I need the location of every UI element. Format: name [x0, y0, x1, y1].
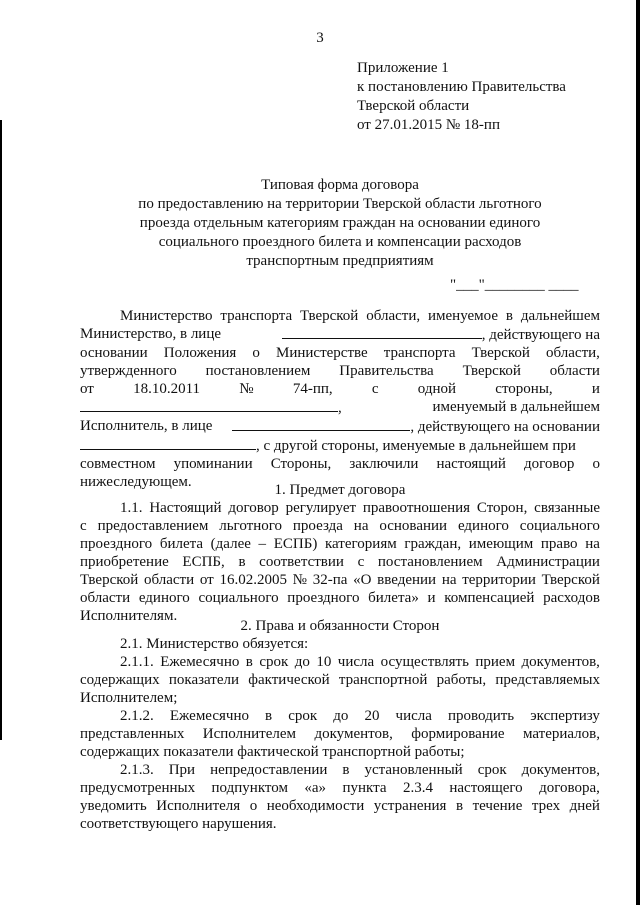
word: проездного [80, 536, 153, 552]
word: на [585, 536, 600, 552]
word: билета [159, 536, 204, 552]
blank-with-text [232, 417, 600, 436]
word: имеющим [468, 536, 534, 552]
word: прием [475, 654, 516, 670]
word: необходимости [266, 798, 365, 814]
word: области [80, 590, 131, 606]
text-line [80, 725, 600, 743]
appendix-line: Приложение 1 [357, 60, 449, 76]
word: настоящий [436, 456, 506, 472]
word: Министерство [120, 308, 213, 324]
word: территории [462, 572, 536, 588]
word: от [199, 572, 214, 588]
blank-with-text [80, 436, 576, 455]
word: 2.1.2. [120, 708, 154, 724]
word: право [540, 536, 578, 552]
text-fragment: , действующего на основании [410, 419, 600, 435]
word: стороны, [495, 381, 553, 397]
word: в [238, 554, 246, 570]
word: проезда [292, 518, 343, 534]
word: числа [395, 708, 432, 724]
word: 20 [364, 708, 380, 724]
blank-with-text [282, 325, 600, 344]
word: области [549, 363, 600, 379]
scan-edge-right [636, 0, 640, 905]
word: области, [546, 345, 600, 361]
word: единого [138, 590, 190, 606]
word: введении [377, 572, 437, 588]
title-line: транспортным предприятиям [246, 253, 434, 269]
word: 18.10.2011 [133, 381, 201, 397]
word: фактической [248, 672, 330, 688]
word: содержащих [80, 672, 160, 688]
blank-line [80, 398, 338, 412]
text-line [80, 553, 600, 571]
word: трех [531, 798, 561, 814]
word: документов, [521, 654, 600, 670]
text-line [80, 307, 600, 325]
word: Исполнителем [202, 726, 296, 742]
word: 74-пп, [292, 381, 333, 397]
text-line [80, 398, 600, 417]
word: области [144, 572, 195, 588]
word: 1.1. [120, 500, 143, 516]
preamble-paragraph [80, 307, 600, 491]
word: ЕСПБ, [182, 554, 225, 570]
word: регулирует [285, 500, 357, 516]
word: проводить [448, 708, 515, 724]
word: единого [457, 518, 509, 534]
word: проездного [287, 590, 360, 606]
word: формирование [411, 726, 505, 742]
title-line: по предоставлению на территории Тверской области льготного [138, 196, 542, 212]
word: представленных [80, 726, 185, 742]
word: 16.02.2005 [219, 572, 287, 588]
word: и [591, 381, 600, 397]
appendix-line: к постановлению Правительства [357, 79, 566, 95]
section-1 [80, 481, 600, 625]
word: показатели [168, 672, 240, 688]
appendix-line: Тверской области [357, 98, 470, 114]
word: Правительства [339, 363, 434, 379]
word: Тверской [471, 345, 530, 361]
word: договора, [539, 780, 600, 796]
text-fragment: Исполнитель, в лице [80, 418, 213, 434]
word: Ежемесячно [160, 654, 240, 670]
word: договор [524, 456, 575, 472]
word: экспертизу [530, 708, 600, 724]
word: билета» [368, 590, 419, 606]
word: на [441, 572, 457, 588]
title-line: социального проездного билета и компенсации расходов [158, 234, 522, 250]
word: о [252, 345, 260, 361]
appendix-block [357, 59, 566, 135]
word: течение [472, 798, 523, 814]
text-fragment: Министерство, в лице [80, 326, 222, 342]
word: Тверской [80, 572, 139, 588]
word: Положения [163, 345, 237, 361]
word: упоминании [173, 456, 253, 472]
text-line [80, 436, 600, 455]
text-line [80, 417, 600, 436]
blank-line [232, 417, 410, 431]
word: Тверской [462, 363, 521, 379]
word: Исполнителя [156, 798, 241, 814]
word: на [353, 518, 369, 534]
word: срок [288, 708, 318, 724]
word: постановлением [205, 363, 311, 379]
word: приобретение [80, 554, 169, 570]
word: до [333, 708, 349, 724]
word: предоставлением [97, 518, 209, 534]
word: «а» [304, 780, 327, 796]
page-number: 3 [316, 30, 324, 46]
word: транспорта [383, 345, 456, 361]
section-heading: 2. Права и обязанности Сторон [240, 618, 440, 634]
document-title [80, 176, 600, 271]
word: и [427, 590, 436, 606]
text-line [80, 797, 600, 815]
word: основании [80, 345, 148, 361]
text-line: содержащих показатели фактической транспортной работы; [80, 744, 465, 760]
text-line [80, 325, 600, 344]
word: социального [519, 518, 600, 534]
contract-date-field: "___"________ ____ [450, 277, 579, 293]
word: с [80, 518, 87, 534]
word: транспорта [220, 308, 293, 324]
word: граждан, [404, 536, 462, 552]
word: При [168, 762, 196, 778]
word: от [80, 381, 94, 397]
word: дальнейшем [520, 308, 600, 324]
word: социального [198, 590, 279, 606]
word: подпунктом [211, 780, 288, 796]
word: № [239, 381, 254, 397]
text-fragment: , действующего на [481, 327, 600, 343]
word: устранения [373, 798, 447, 814]
word: работы, [436, 672, 487, 688]
text-line: 2.1. Министерство обязуется: [120, 636, 309, 652]
word: непредоставлении [210, 762, 328, 778]
word: в [342, 762, 350, 778]
text-fragment: , с другой стороны, именуемые в дальнейшем при [256, 438, 576, 454]
word: № [292, 572, 307, 588]
text-line [80, 761, 600, 779]
text-line [80, 671, 600, 689]
title-line: Типовая форма договора [261, 177, 419, 193]
section-heading: 1. Предмет договора [274, 482, 406, 498]
text-line [80, 362, 600, 380]
word: Стороны, [270, 456, 332, 472]
word: области, [366, 308, 421, 324]
word: о [249, 798, 258, 814]
word: Настоящий [149, 500, 222, 516]
word: в [245, 654, 253, 670]
text-line [80, 535, 600, 553]
blank-with-text [80, 398, 342, 417]
text-line: Исполнителем; [80, 690, 178, 706]
word: представляемых [495, 672, 600, 688]
blank-line [80, 436, 256, 450]
word: льготного [219, 518, 283, 534]
text-line [80, 589, 600, 607]
text-line [80, 517, 600, 535]
word: срок [259, 654, 289, 670]
word: компенсацией [444, 590, 535, 606]
text-fragment: именуемый в дальнейшем [432, 399, 600, 415]
word: срок [477, 762, 507, 778]
word: расходов [543, 590, 600, 606]
word: договор [228, 500, 279, 516]
word: числа [337, 654, 375, 670]
word: Тверской [541, 572, 600, 588]
word: именуемое [427, 308, 498, 324]
word: основании [379, 518, 448, 534]
text-line [80, 571, 600, 589]
text-line [80, 499, 600, 517]
word: Министерстве [276, 345, 368, 361]
word: категориям [324, 536, 397, 552]
word: пункта [342, 780, 387, 796]
word: установленный [364, 762, 463, 778]
word: уведомить [80, 798, 147, 814]
word: совместном [80, 456, 156, 472]
title-line: проезда отдельным категориям граждан на основании единого [139, 215, 541, 231]
word: связанные [534, 500, 600, 516]
text-line: соответствующего нарушения. [80, 816, 277, 832]
word: утвержденного [80, 363, 177, 379]
word: Администрации [496, 554, 600, 570]
blank-line [282, 325, 482, 339]
word: о [592, 456, 600, 472]
word: настоящего [449, 780, 523, 796]
section-2 [80, 617, 600, 833]
word: одной [417, 381, 457, 397]
word: материалов, [522, 726, 600, 742]
word: предусмотренных [80, 780, 196, 796]
text-line [80, 707, 600, 725]
word: ЕСПБ) [273, 536, 318, 552]
word: с [371, 381, 379, 397]
text-line [80, 779, 600, 797]
text-line [80, 653, 600, 671]
word: документов, [314, 726, 393, 742]
word: соответствии [259, 554, 344, 570]
word: с [357, 554, 365, 570]
text-line [80, 455, 600, 473]
word: «О [353, 572, 372, 588]
word: 10 [316, 654, 332, 670]
word: правоотношения [362, 500, 471, 516]
scan-edge-left [0, 120, 2, 740]
word: 2.1.3. [120, 762, 154, 778]
word: 2.1.1. [120, 654, 154, 670]
word: 32-па [312, 572, 348, 588]
text-line [80, 344, 600, 362]
word: Сторон, [476, 500, 528, 516]
word: Тверской [300, 308, 359, 324]
word: в [455, 798, 464, 814]
word: 2.3.4 [402, 780, 433, 796]
word: в [505, 308, 513, 324]
appendix-line: от 27.01.2015 № 18-пп [357, 117, 500, 133]
word: транспортной [338, 672, 428, 688]
word: осуществлять [380, 654, 469, 670]
word: до [294, 654, 310, 670]
text-line [80, 380, 600, 398]
word: документов, [521, 762, 600, 778]
text-fragment: , [338, 400, 342, 416]
word: заключили [349, 456, 419, 472]
word: (далее [210, 536, 251, 552]
word: дней [569, 798, 600, 814]
text-line: Исполнителям. [80, 608, 178, 624]
word: Ежемесячно [169, 708, 249, 724]
text-line: нижеследующем. [80, 474, 192, 490]
word: в [265, 708, 273, 724]
word: – [258, 536, 267, 552]
word: постановлением [377, 554, 483, 570]
